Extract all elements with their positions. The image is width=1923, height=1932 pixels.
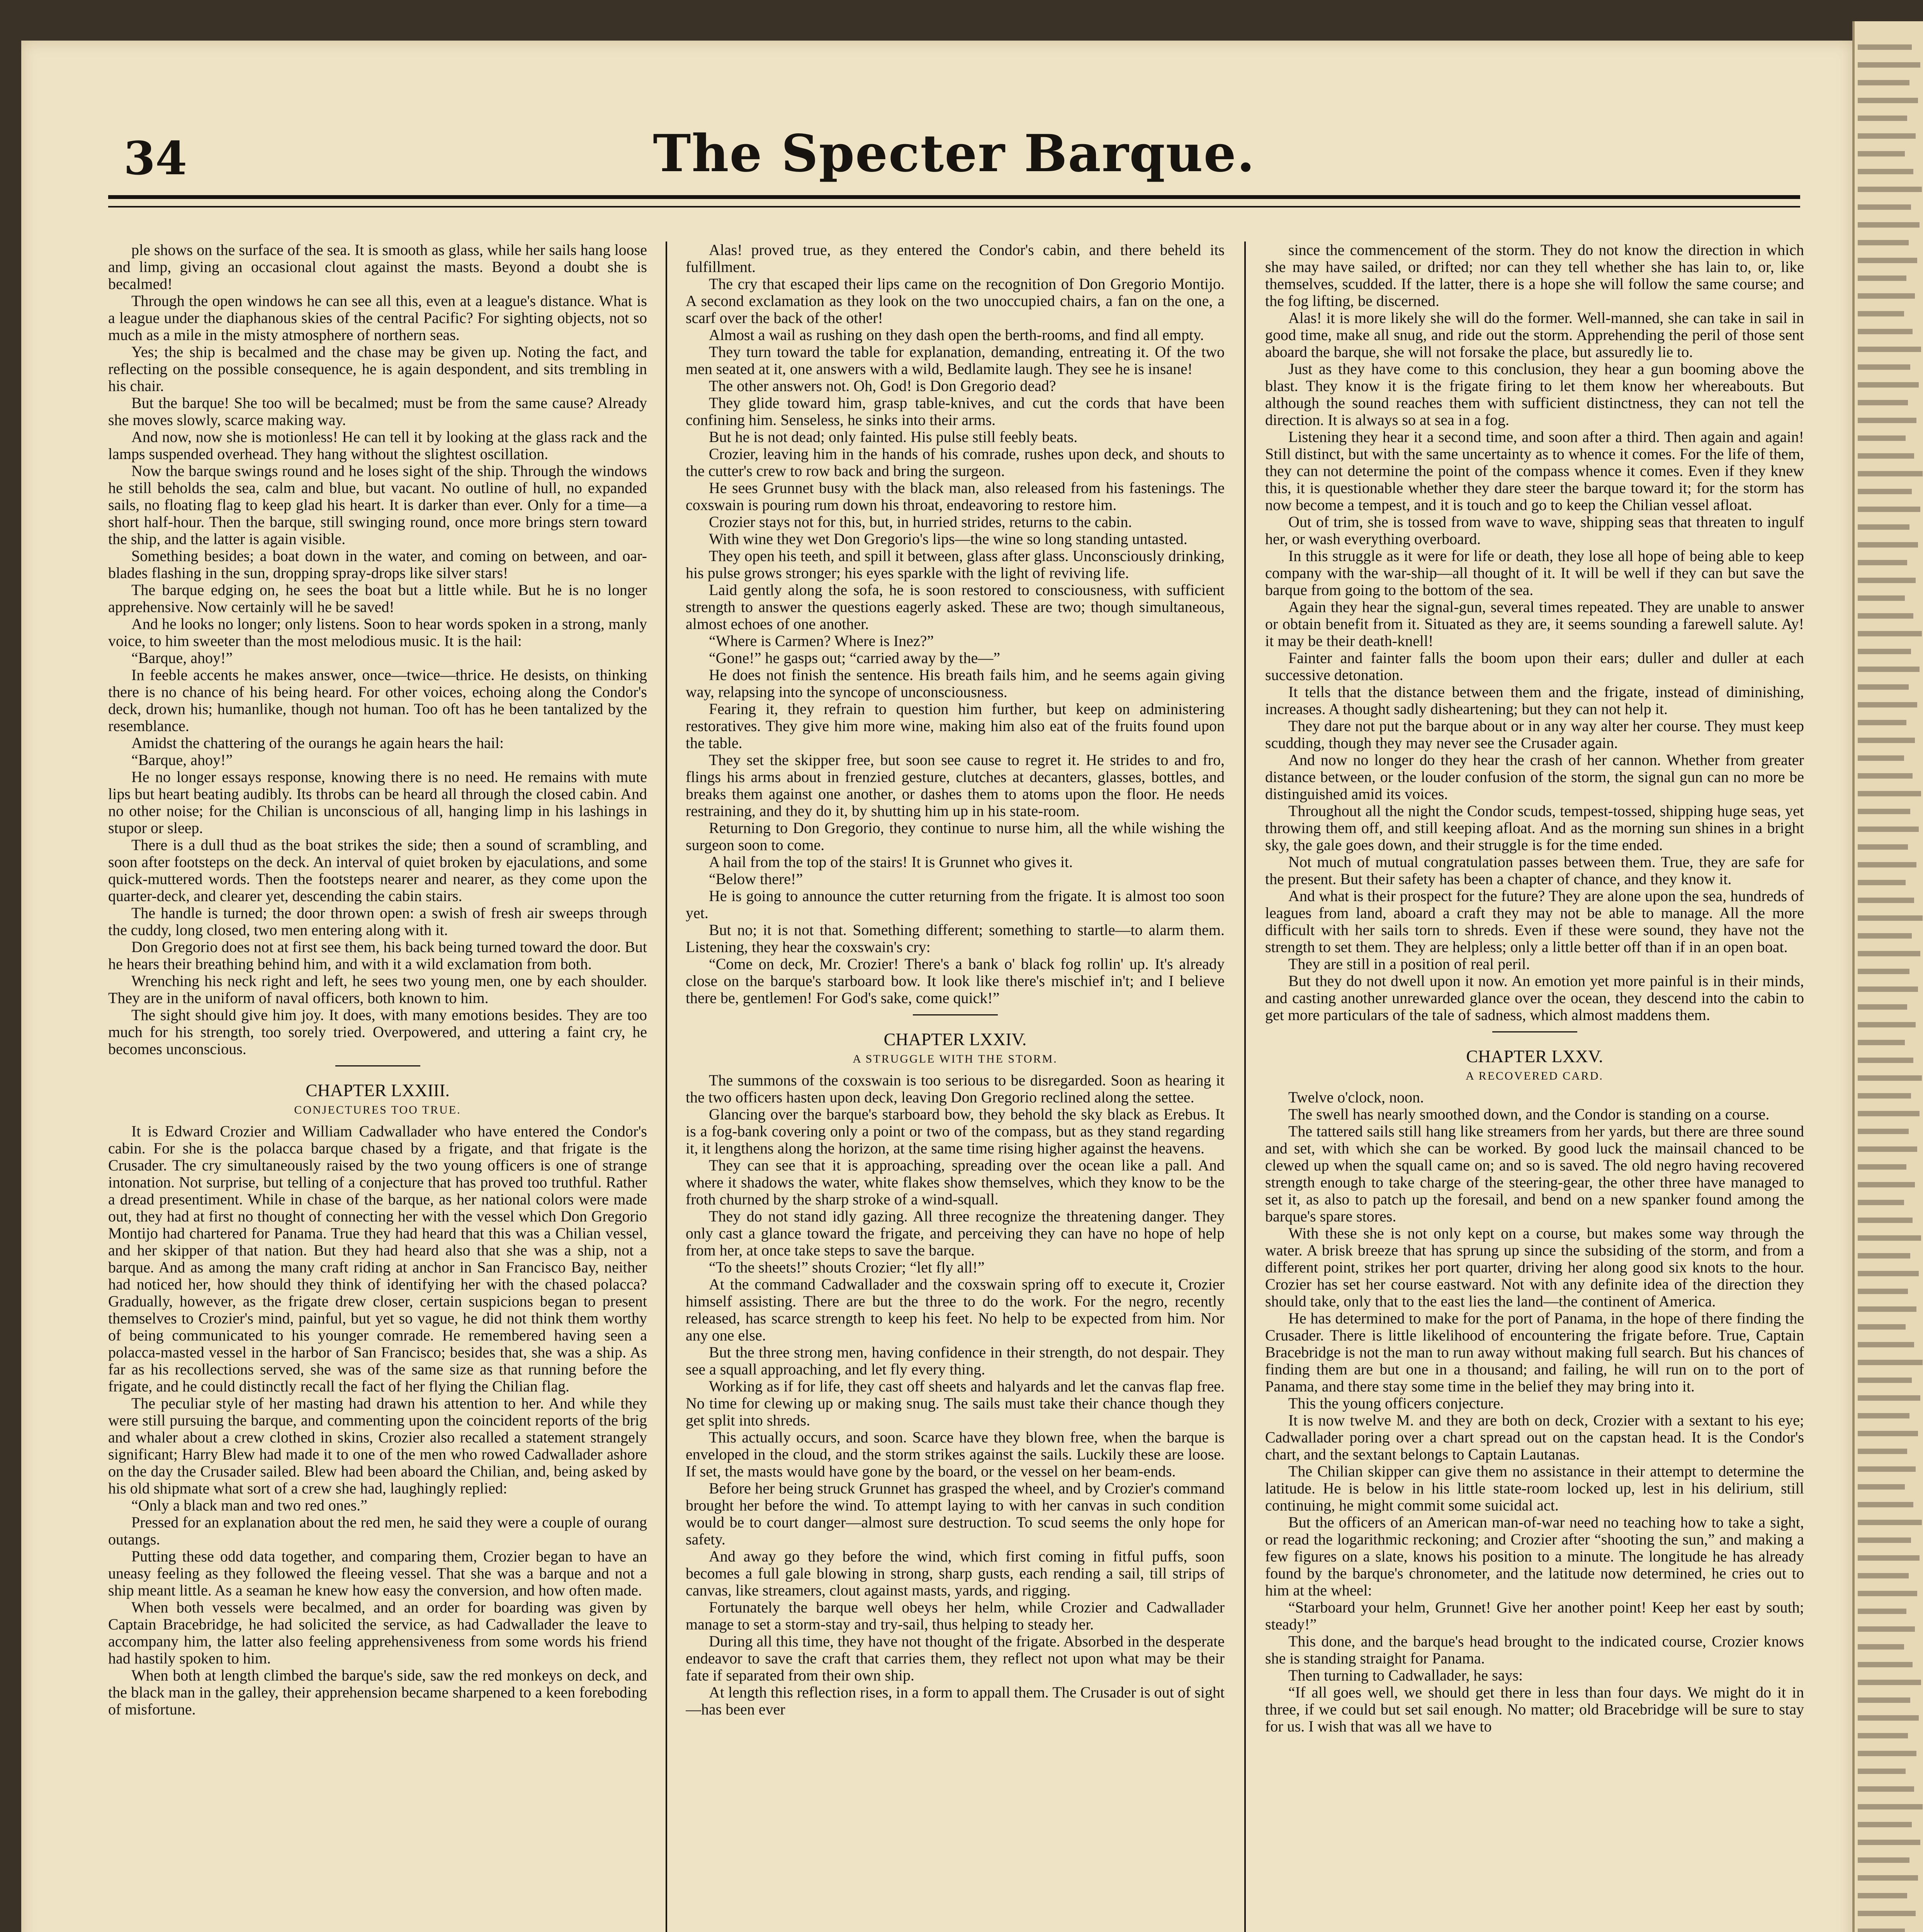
- paragraph: When both vessels were becalmed, and an order for boarding was given by Captain Bracebridge, he had solicited the service, as had Cadwallader the leave to accompany him, the latter also feeling apprehensiveness from some words his friend had hastily spoken to him.: [108, 1599, 647, 1667]
- adjacent-page-text: [1858, 62, 1920, 68]
- paragraph: Wrenching his neck right and left, he sees two young men, one by each shoulder. They are in the uniform of naval officers, both known to him.: [108, 972, 647, 1007]
- paragraph: A hail from the top of the stairs! It is Grunnet who gives it.: [709, 853, 1073, 871]
- paragraph: “Barque, ahoy!”: [131, 751, 233, 769]
- column-divider: [666, 242, 667, 1932]
- page-number: 34: [124, 131, 187, 185]
- paragraph: Through the open windows he can see all this, even at a league's distance. What is a league under the diaphanous skies of the central Pacific? For sighting objects, not so much as a mile in the misty atmosphere of northern seas.: [108, 292, 647, 344]
- adjacent-page-text: [1858, 489, 1912, 494]
- adjacent-page-text: [1858, 187, 1922, 192]
- adjacent-page-text: [1858, 258, 1917, 263]
- paragraph: In feeble accents he makes answer, once—twice—thrice. He desists, on thinking there is no chance of his being heard. For other voices, echoing along the Condor's deck, drown his; humanlike, though not human. Too oft has he been tantalized by the resemblance.: [108, 666, 647, 735]
- paragraph: “Below there!”: [709, 870, 803, 888]
- chapter-title: CHAPTER LXXIV.: [883, 1029, 1027, 1049]
- adjacent-page-text: [1858, 1786, 1914, 1792]
- paragraph: They are still in a position of real peril.: [1288, 955, 1530, 973]
- chapter-subtitle: CONJECTURES TOO TRUE.: [294, 1104, 461, 1116]
- adjacent-page-text: [1858, 1662, 1913, 1667]
- header-rule-thin: [108, 206, 1800, 207]
- paragraph: The Chilian skipper can give them no assistance in their attempt to determine the latitude. He is below in his little state-room locked up, lest in his delirium, still continuing, he might commit some suicidal act.: [1265, 1463, 1804, 1514]
- paragraph: Listening they hear it a second time, and soon after a third. Then again and again! Still distinct, but with the same uncertainty as to whence it comes. For the life of them, they can not determine the point of the compass whence it comes. Even if they knew this, it is questionable whether they dare steer the barque toward it; for the storm has now become a tempest, and it is touch and go to keep the Chilian vessel afloat.: [1265, 428, 1804, 514]
- paragraph: With wine they wet Don Gregorio's lips—the wine so long standing untasted.: [709, 530, 1187, 548]
- adjacent-page-text: [1858, 1680, 1921, 1685]
- adjacent-page-text: [1858, 1111, 1920, 1116]
- adjacent-page-text: [1858, 1075, 1922, 1081]
- text-column-3: [1265, 242, 1804, 1932]
- paragraph: The barque edging on, he sees the boat but a little while. But he is no longer apprehensive. Now certainly will he be saved!: [108, 581, 647, 616]
- paragraph: At length this reflection rises, in a form to appall them. The Crusader is out of sight—has been ever: [686, 1684, 1225, 1718]
- adjacent-page-text: [1858, 986, 1918, 992]
- adjacent-page-text: [1858, 862, 1916, 867]
- paragraph: Then turning to Cadwallader, he says:: [1288, 1667, 1523, 1684]
- header-rule-thick: [108, 195, 1800, 199]
- paragraph: He has determined to make for the port of Panama, in the hope of there finding the Crusader. There is little likelihood of encountering the frigate before. True, Captain Bracebridge is not the man to run away without making full search. But his chances of finding them are but one in a thousand; and failing, he will run on to the port of Panama, and there stay some time in the belief they may bring into it.: [1265, 1310, 1804, 1395]
- adjacent-page-text: [1858, 418, 1916, 423]
- paragraph: “Starboard your helm, Grunnet! Give her another point! Keep her east by south; steady!”: [1265, 1599, 1804, 1633]
- adjacent-page-text: [1858, 738, 1915, 743]
- paragraph: But the barque! She too will be becalmed; must be from the same cause? Already she moves slowly, scarce making way.: [108, 394, 647, 429]
- chapter-divider: [1492, 1031, 1577, 1032]
- adjacent-page-text: [1858, 773, 1913, 779]
- adjacent-page-text: [1858, 364, 1910, 370]
- paragraph: Again they hear the signal-gun, several times repeated. They are unable to answer or obtain benefit from it. Situated as they are, it seems sounding a farewell salute. Ay! it may be their death-knell!: [1265, 598, 1804, 650]
- paragraph: He no longer essays response, knowing there is no need. He remains with mute lips but heart beating audibly. Its throbs can be heard all through the closed cabin. And no other noise; for the Chilian is unconscious of all, hanging limp in his lashings in stupor or sleep.: [108, 768, 647, 837]
- paragraph: The tattered sails still hang like streamers from her yards, but there are three sound and set, with which she can be worked. By good luck the mainsail chanced to be clewed up when the squall came on; and so is saved. The old negro having recovered strength enough to take charge of the steering-gear, the other three have managed to set it, as also to patch up the foresail, and bend on a new spanker found among the barque's spare stores.: [1265, 1122, 1804, 1225]
- adjacent-page-text: [1858, 382, 1919, 388]
- paragraph: It is Edward Crozier and William Cadwallader who have entered the Condor's cabin. For she is the polacca barque chased by a frigate, and that frigate is the Crusader. The cry simultaneously raised by the two young officers is one of strange intonation. Not surprise, but telling of a conjecture that has proved too truthful. Rather a dread presentiment. While in chase of the barque, as her national colors were made out, they had at first no thought of connecting her with the vessel which Don Gregorio Montijo had chartered for Panama. True they had heard that this was a Chilian vessel, and her skipper of that nation. But they had heard also that she was a ship, not a barque. And as among the many craft riding at anchor in San Francisco Bay, neither had noticed her, how should they think of identifying her with the chased polacca? Gradually, however, as the frigate drew closer, certain suspicions began to present themselves to Crozier's mind, painful, but yet so vague, he did not think them worthy of being communicated to his younger comrade. He remembered having seen a polacca-masted vessel in the harbor of San Francisco; besides that, she was a ship. As far as his recollections served, she was of the same size as that running before the frigate, and he could distinctly recall the fact of her flying the Chilian flag.: [108, 1122, 647, 1395]
- adjacent-page-text: [1858, 1378, 1912, 1383]
- chapter-subtitle: A RECOVERED CARD.: [1466, 1070, 1604, 1082]
- adjacent-page-text: [1858, 1591, 1917, 1596]
- adjacent-page-text: [1858, 1129, 1909, 1134]
- chapter-divider: [335, 1065, 420, 1066]
- adjacent-page-text: [1858, 791, 1921, 796]
- adjacent-page-text: [1858, 1573, 1909, 1578]
- adjacent-page-text: [1858, 1342, 1914, 1347]
- adjacent-page-text: [1858, 1218, 1913, 1223]
- adjacent-page-text: [1858, 204, 1911, 210]
- paragraph: Amidst the chattering of the ourangs he again hears the hail:: [131, 734, 504, 752]
- adjacent-page-text: [1858, 329, 1913, 334]
- adjacent-page-text: [1858, 1857, 1909, 1863]
- adjacent-page-text: [1858, 1466, 1916, 1472]
- paragraph: Laid gently along the sofa, he is soon restored to consciousness, with sufficient strength to answer the questions eagerly asked. These are two; though simultaneous, almost echoes of one another.: [686, 581, 1225, 633]
- adjacent-page-text: [1858, 1484, 1905, 1490]
- paragraph: “Where is Carmen? Where is Inez?”: [709, 632, 934, 650]
- adjacent-page-text: [1858, 560, 1907, 565]
- adjacent-page-text: [1858, 1875, 1918, 1881]
- adjacent-page-text: [1858, 80, 1909, 85]
- paragraph: The summons of the coxswain is too serious to be disregarded. Soon as hearing it the two officers hasten upon deck, leaving Don Gregorio reclined along the settee.: [686, 1071, 1225, 1106]
- adjacent-page-text: [1858, 347, 1921, 352]
- paragraph: Alas! it is more likely she will do the former. Well-manned, she can take in sail in good time, make all snug, and ride out the storm. Apprehending the peril of those sent aboard the barque, she will not forsake the place, but assuredly lie to.: [1265, 309, 1804, 361]
- paragraph: But the three strong men, having confidence in their strength, do not despair. They see a squall approaching, and let fly every thing.: [686, 1344, 1225, 1378]
- paragraph: Almost a wail as rushing on they dash open the berth-rooms, and find all empty.: [709, 326, 1204, 344]
- paragraph: When both at length climbed the barque's side, saw the red monkeys on deck, and the black man in the galley, their apprehension became sharpened to a keen foreboding of misfortune.: [108, 1667, 647, 1718]
- adjacent-page-text: [1858, 631, 1922, 636]
- adjacent-page-text: [1858, 1520, 1922, 1525]
- adjacent-page-text: [1858, 1804, 1923, 1810]
- paragraph: But he is not dead; only fainted. His pulse still feebly beats.: [709, 428, 1078, 446]
- newspaper-page: [21, 41, 1852, 1932]
- adjacent-page-text: [1858, 1235, 1921, 1241]
- paragraph: It tells that the distance between them and the frigate, instead of diminishing, increases. A thought sadly disheartening; but they can not help it.: [1265, 683, 1804, 718]
- paragraph: Throughout all the night the Condor scuds, tempest-tossed, shipping huge seas, yet throwing them off, and still keeping afloat. And as the morning sun shines in a bright sky, the gale goes down, and their struggle is for the time ended.: [1265, 802, 1804, 854]
- paragraph: “Come on deck, Mr. Crozier! There's a bank o' black fog rollin' up. It's already close on the barque's starboard bow. It look like there's mischief in't; and I believe there be, gentlemen! For God's sake, come quick!”: [686, 955, 1225, 1007]
- paragraph: Putting these odd data together, and comparing them, Crozier began to have an uneasy feeling as they followed the fleeing vessel. That she was a barque and not a ship meant little. As a seaman he knew how easy the conversion, and how often made.: [108, 1548, 647, 1599]
- adjacent-page-text: [1858, 169, 1913, 174]
- adjacent-page-edge: [1852, 21, 1923, 1932]
- paragraph: They open his teeth, and spill it between, glass after glass. Unconsciously drinking, his pulse grows stronger; his eyes sparkle with the light of reviving life.: [686, 547, 1225, 582]
- adjacent-page-text: [1858, 915, 1923, 921]
- paragraph: At the command Cadwallader and the coxswain spring off to execute it, Crozier himself assisting. There are but the three to do the work. For the negro, recently released, has scarce strength to keep his feet. No help to be expected from him. Nor any one else.: [686, 1276, 1225, 1344]
- adjacent-page-text: [1858, 1040, 1905, 1045]
- paragraph: The other answers not. Oh, God! is Don Gregorio dead?: [709, 377, 1056, 395]
- adjacent-page-text: [1858, 1253, 1910, 1259]
- adjacent-page-text: [1858, 755, 1904, 761]
- adjacent-page-text: [1858, 702, 1917, 707]
- adjacent-page-text: [1858, 1697, 1910, 1703]
- adjacent-page-text: [1858, 1004, 1907, 1010]
- paragraph: “To the sheets!” shouts Crozier; “let fly all!”: [709, 1259, 985, 1276]
- paragraph: And what is their prospect for the future? They are alone upon the sea, hundreds of leagues from land, aboard a craft they may not be able to manage. All the more difficult with her sails torn to shreds. Even if these were sound, they have not the strength to set them. They are helpless; only a little better off than if in an open boat.: [1265, 887, 1804, 956]
- adjacent-page-text: [1858, 1360, 1923, 1365]
- paragraph: With these she is not only kept on a course, but makes some way through the water. A brisk breeze that has sprung up since the subsiding of the storm, and from a different point, strikes her port quarter, driving her along good six knots to the hour. Crozier has set her course eastward. Not with any definite idea of the direction they should take, only that to the east lies the land—the continent of America.: [1265, 1225, 1804, 1310]
- paragraph: They glide toward him, grasp table-knives, and cut the cords that have been confining him. Senseless, he sinks into their arms.: [686, 394, 1225, 429]
- adjacent-page-text: [1858, 133, 1916, 139]
- paragraph: They dare not put the barque about or in any way alter her course. They must keep scudding, though they may never see the Crusader again.: [1265, 717, 1804, 752]
- adjacent-page-text: [1858, 613, 1913, 619]
- adjacent-page-text: [1858, 1182, 1915, 1187]
- adjacent-page-text: [1858, 1395, 1920, 1401]
- adjacent-page-text: [1858, 880, 1906, 885]
- adjacent-page-text: [1858, 1840, 1920, 1845]
- paragraph: He sees Grunnet busy with the black man, also released from his fastenings. The coxswain is pouring rum down his throat, endeavoring to restore him.: [686, 479, 1225, 514]
- adjacent-page-text: [1858, 151, 1905, 156]
- paragraph: Alas! proved true, as they entered the Condor's cabin, and there beheld its fulfillment.: [686, 242, 1225, 276]
- paragraph: This the young officers conjecture.: [1288, 1395, 1504, 1412]
- adjacent-page-text: [1858, 1449, 1907, 1454]
- adjacent-page-text: [1858, 1022, 1916, 1027]
- paragraph: The cry that escaped their lips came on the recognition of Don Gregorio Montijo. A second exclamation as they look on the two unoccupied chairs, a fan on the one, a scarf over the back of the other!: [686, 275, 1225, 327]
- adjacent-page-text: [1858, 844, 1908, 850]
- adjacent-page-text: [1858, 311, 1904, 316]
- paragraph: Glancing over the barque's starboard bow, they behold the sky black as Erebus. It is a fog-bank covering only a point or two of the compass, but as they stand regarding it, it lengthens along the horizon, at the same time rising higher against the heavens.: [686, 1105, 1225, 1157]
- paragraph: It is now twelve M. and they are both on deck, Crozier with a sextant to his eye; Cadwallader poring over a chart spread out on the capstan head. It is the Condor's chart, and the sextant belongs to Captain Lautanas.: [1265, 1412, 1804, 1463]
- paragraph: There is a dull thud as the boat strikes the side; then a sound of scrambling, and soon after footsteps on the deck. An interval of quiet broken by ejaculations, and some quick-muttered words. Then the footsteps nearer and nearer, as they come upon the quarter-deck, and clearer yet, descending the cabin stairs.: [108, 836, 647, 905]
- paragraph: The handle is turned; the door thrown open: a swish of fresh air sweeps through the cuddy, long closed, two men entering along with it.: [108, 904, 647, 939]
- adjacent-page-text: [1858, 720, 1906, 725]
- column-divider: [1244, 242, 1246, 1932]
- paragraph: Pressed for an explanation about the red men, he said they were a couple of ourang outangs.: [108, 1514, 647, 1548]
- paragraph: He does not finish the sentence. His breath fails him, and he seems again giving way, relapsing into the syncope of unconsciousness.: [686, 666, 1225, 701]
- adjacent-page-text: [1858, 524, 1909, 530]
- paragraph: Before her being struck Grunnet has grasped the wheel, and by Crozier's command brought her before the wind. To attempt laying to with her canvas in such condition would be to court danger—almost sure destruction. To scud seems the only hope for safety.: [686, 1480, 1225, 1548]
- paragraph: Returning to Don Gregorio, they continue to nurse him, all the while wishing the surgeon soon to come.: [686, 819, 1225, 854]
- adjacent-page-text: [1858, 1609, 1906, 1614]
- text-column-1: [108, 242, 647, 1932]
- paragraph: Now the barque swings round and he loses sight of the ship. Through the windows he still beholds the sea, calm and blue, but vacant. No outline of hull, no expanded sails, no floating flag to keep glad his heart. It is darker than ever. Only for a time—a short half-hour. Then the barque, still swinging round, once more brings stern toward the ship, and the latter is again visible.: [108, 462, 647, 548]
- adjacent-page-text: [1858, 649, 1911, 654]
- paragraph: Something besides; a boat down in the water, and coming on between, and oar-blades flashing in the sun, dropping spray-drops like silver stars!: [108, 547, 647, 582]
- paragraph: And now no longer do they hear the crash of her cannon. Whether from greater distance between, or the louder confusion of the storm, the signal gun can no more be distinguished amid its voices.: [1265, 751, 1804, 803]
- paragraph: Fearing it, they refrain to question him further, but keep on administering restoratives. They give him more wine, making him also eat of the fruits found upon the table.: [686, 700, 1225, 752]
- paragraph: Fainter and fainter falls the boom upon their ears; duller and duller at each successive detonation.: [1265, 649, 1804, 684]
- adjacent-page-text: [1858, 595, 1905, 601]
- adjacent-page-text: [1858, 1413, 1909, 1418]
- paragraph: This actually occurs, and soon. Scarce have they blown free, when the barque is enveloped in the cloud, and the storm strikes against the sails. Luckily these are loose. If set, the masts would have gone by the board, or the vessel on her beam-ends.: [686, 1429, 1225, 1480]
- chapter-title: CHAPTER LXXV.: [1466, 1046, 1603, 1066]
- paragraph: In this struggle as it were for life or death, they lose all hope of being able to keep company with the war-ship—all thought of it. It will be well if they can but save the barque from going to the bottom of the sea.: [1265, 547, 1804, 599]
- paragraph: Yes; the ship is becalmed and the chase may be given up. Noting the fact, and reflecting on the possible consequence, he is again despondent, and sits trembling in his chair.: [108, 343, 647, 395]
- paragraph: And away go they before the wind, which first coming in fitful puffs, soon becomes a full gale blowing in strong, sharp gusts, each rending a sail, till strips of canvas, like streamers, clout against masts, yards, and rigging.: [686, 1548, 1225, 1599]
- adjacent-page-text: [1858, 1537, 1911, 1543]
- adjacent-page-text: [1858, 1929, 1905, 1932]
- adjacent-page-text: [1858, 400, 1908, 405]
- chapter-title: CHAPTER LXXIII.: [305, 1080, 450, 1100]
- paragraph: “Barque, ahoy!”: [131, 649, 233, 667]
- paragraph: Crozier stays not for this, but, in hurried strides, returns to the cabin.: [709, 513, 1132, 531]
- adjacent-page-text: [1858, 98, 1918, 103]
- adjacent-page-text: [1858, 507, 1920, 512]
- paragraph: The sight should give him joy. It does, with many emotions besides. They are too much for his strength, too sorely tried. Overpowered, and uttering a faint cry, he becomes unconscious.: [108, 1006, 647, 1058]
- adjacent-page-text: [1858, 1200, 1904, 1205]
- adjacent-page-text: [1858, 951, 1920, 956]
- paragraph: They set the skipper free, but soon see cause to regret it. He strides to and fro, flings his arms about in frenzied gesture, clutches at decanters, glasses, bottles, and breaks them against one another, or dashes them to atoms upon the floor. He needs restraining, and they do it, by shutting him up in his state-room.: [686, 751, 1225, 820]
- paragraph: Fortunately the barque well obeys her helm, while Crozier and Cadwallader manage to set a storm-stay and try-sail, thus helping to steady her.: [686, 1599, 1225, 1633]
- paragraph: “Only a black man and two red ones.”: [131, 1497, 367, 1514]
- adjacent-page-text: [1858, 1271, 1919, 1276]
- paragraph: “Gone!” he gasps out; “carried away by the—”: [709, 649, 1001, 667]
- adjacent-page-text: [1858, 1733, 1908, 1738]
- adjacent-page-text: [1858, 827, 1919, 832]
- adjacent-page-text: [1858, 969, 1909, 974]
- adjacent-page-text: [1858, 809, 1910, 814]
- page-header: [108, 108, 1800, 185]
- chapter-subtitle: A STRUGGLE WITH THE STORM.: [853, 1053, 1058, 1065]
- paragraph: The peculiar style of her masting had drawn his attention to her. And while they were still pursuing the barque, and commenting upon the coincident reports of the brig and whaler about a crew clothed in skins, Crozier also recalled a statement strangely significant; Harry Blew had made it to one of the men who rowed Cadwallader ashore on the day the Crusader sailed. Blew had been aboard the Chilian, and, being asked by his old shipmate what sort of a crew she had, laughingly replied:: [108, 1395, 647, 1497]
- paragraph: They do not stand idly gazing. All three recognize the threatening danger. They only cast a glance toward the frigate, and perceiving they can have no hope of help from her, at once take steps to save the barque.: [686, 1208, 1225, 1259]
- paragraph: Crozier, leaving him in the hands of his comrade, rushes upon deck, and shouts to the cutter's crew to row back and bring the surgeon.: [686, 445, 1225, 480]
- adjacent-page-text: [1858, 1093, 1911, 1099]
- paragraph: But no; it is not that. Something different; something to startle—to alarm them. Listening, they hear the coxswain's cry:: [686, 921, 1225, 956]
- adjacent-page-text: [1858, 1306, 1916, 1312]
- adjacent-page-text: [1858, 1715, 1919, 1721]
- adjacent-page-text: [1858, 293, 1915, 299]
- paragraph: Out of trim, she is tossed from wave to wave, shipping seas that threaten to ingulf her, or wash everything overboard.: [1265, 513, 1804, 548]
- adjacent-page-text: [1858, 1555, 1920, 1561]
- adjacent-page-text: [1858, 471, 1923, 476]
- paragraph: But they do not dwell upon it now. An emotion yet more painful is in their minds, and casting another unrewarded glance over the ocean, they descend into the cabin to get more particulars of the tale of sadness, which almost maddens them.: [1265, 972, 1804, 1024]
- paragraph: And he looks no longer; only listens. Soon to hear words spoken in a strong, manly voice, to him sweeter than the most melodious music. It is the hail:: [108, 615, 647, 650]
- paragraph: He is going to announce the cutter returning from the frigate. It is almost too soon yet.: [686, 887, 1225, 922]
- chapter-divider: [913, 1014, 998, 1015]
- adjacent-page-text: [1858, 276, 1906, 281]
- adjacent-page-text: [1858, 1289, 1908, 1294]
- adjacent-page-text: [1858, 542, 1918, 548]
- page-title: The Specter Barque.: [653, 124, 1255, 184]
- paragraph: Just as they have come to this conclusion, they hear a gun booming above the blast. They know it is the frigate firing to let them know her whereabouts. But although the sound reaches them with sufficient distinctness, they can not tell the direction. It is always so at sea in a fog.: [1265, 360, 1804, 429]
- adjacent-page-text: [1858, 240, 1909, 245]
- paragraph: ple shows on the surface of the sea. It is smooth as glass, while her sails hang loose and limp, giving an occasional clout against the masts. Beyond a doubt she is becalmed!: [108, 242, 647, 293]
- paragraph: Not much of mutual congratulation passes between them. True, they are safe for the present. But their safety has been a chapter of chance, and they know it.: [1265, 853, 1804, 888]
- paragraph: The swell has nearly smoothed down, and the Condor is standing on a course.: [1288, 1105, 1770, 1123]
- adjacent-page-text: [1858, 898, 1914, 903]
- adjacent-page-text: [1858, 1751, 1916, 1756]
- paragraph: They can see that it is approaching, spreading over the ocean like a pall. And where it shadows the water, white flakes show themselves, which they know to be the froth churned by the sharp stroke of a wind-squall.: [686, 1156, 1225, 1208]
- paragraph: Twelve o'clock, noon.: [1288, 1088, 1424, 1106]
- adjacent-page-text: [1858, 667, 1920, 672]
- adjacent-page-text: [1858, 44, 1912, 50]
- adjacent-page-text: [1858, 1146, 1917, 1152]
- text-column-2: [686, 242, 1225, 1932]
- adjacent-page-text: [1858, 1431, 1918, 1436]
- adjacent-page-text: [1858, 222, 1920, 228]
- paragraph: But the officers of an American man-of-war need no teaching how to take a sight, or read the logarithmic reckoning; and Crozier after “shooting the sun,” and making a few figures on a slate, knows his position to a minute. The longitude he has already found by the barque's chronometer, and the latitude now determined, he cries out to him at the wheel:: [1265, 1514, 1804, 1599]
- adjacent-page-text: [1858, 1502, 1913, 1507]
- adjacent-page-text: [1858, 1324, 1906, 1330]
- adjacent-page-text: [1858, 933, 1912, 939]
- paragraph: They turn toward the table for explanation, demanding, entreating it. Of the two men seated at it, one answers with a wild, Bedlamite laugh. They see he is insane!: [686, 343, 1225, 378]
- adjacent-page-text: [1858, 1058, 1913, 1063]
- adjacent-page-text: [1858, 1626, 1915, 1632]
- adjacent-page-text: [1858, 684, 1909, 690]
- paragraph: Don Gregorio does not at first see them, his back being turned toward the door. But he hears their breathing behind him, and with it a wild exclamation from both.: [108, 938, 647, 973]
- adjacent-page-text: [1858, 1769, 1906, 1774]
- adjacent-page-text: [1858, 1164, 1906, 1170]
- adjacent-page-text: [1858, 435, 1906, 441]
- paragraph: “If all goes well, we should get there in less than four days. We might do it in three, if we could but set sail enough. No matter; old Bracebridge will be sure to stay for us. I wish that was all we have to: [1265, 1684, 1804, 1735]
- adjacent-page-text: [1858, 578, 1916, 583]
- paragraph: During all this time, they have not thought of the frigate. Absorbed in the desperate endeavor to save the craft that carries them, they reflect not upon what may be their fate if separated from their own ship.: [686, 1633, 1225, 1684]
- adjacent-page-text: [1858, 116, 1907, 121]
- adjacent-page-text: [1858, 1822, 1912, 1827]
- adjacent-page-text: [1858, 1644, 1904, 1650]
- adjacent-page-text: [1858, 453, 1914, 459]
- paragraph: And now, now she is motionless! He can tell it by looking at the glass rack and the lamps suspended overhead. They hang without the slightest oscillation.: [108, 428, 647, 463]
- adjacent-page-text: [1858, 1893, 1907, 1898]
- paragraph: since the commencement of the storm. They do not know the direction in which she may have sailed, or drifted; nor can they tell whether she has lain to, or, like themselves, scudded. If the latter, there is a hope she will follow the same course; and the fog lifting, be discerned.: [1265, 242, 1804, 310]
- paragraph: This done, and the barque's head brought to the indicated course, Crozier knows she is standing straight for Panama.: [1265, 1633, 1804, 1667]
- paragraph: Working as if for life, they cast off sheets and halyards and let the canvas flap free. No time for clewing up or making snug. The sails must take their chance though they get split into shreds.: [686, 1378, 1225, 1429]
- adjacent-page-text: [1858, 1911, 1916, 1916]
